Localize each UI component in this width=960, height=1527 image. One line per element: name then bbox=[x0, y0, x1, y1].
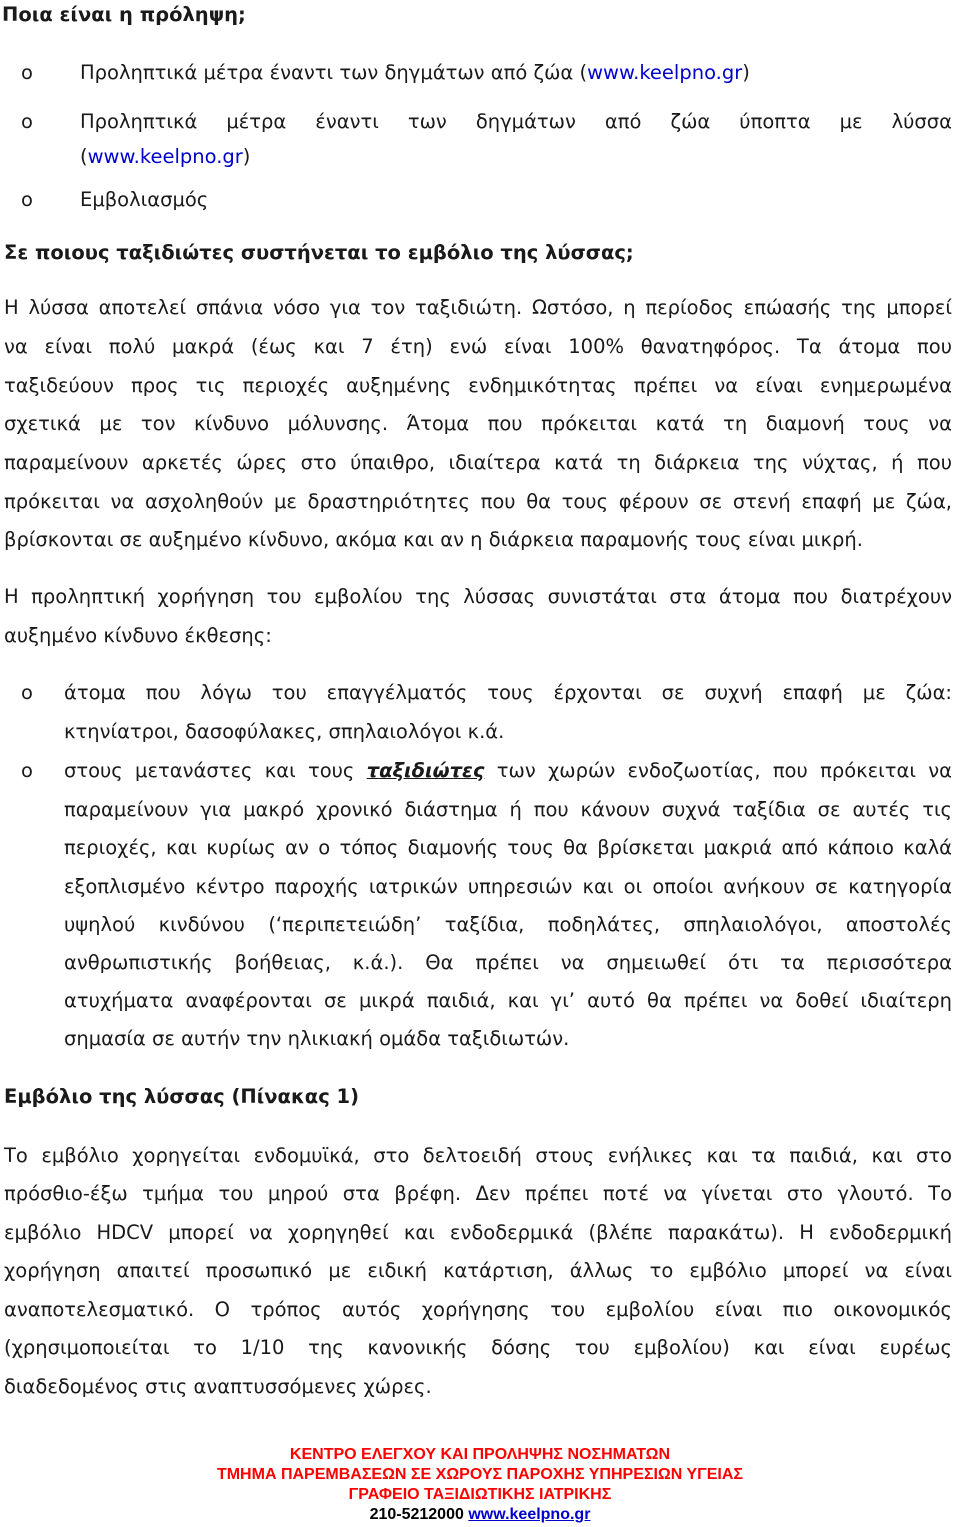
bullet-text: ) bbox=[742, 61, 750, 84]
para3-line: διαδεδομένος στις αναπτυσσόμενες χώρες. bbox=[4, 1375, 432, 1398]
para1-line: να είναι πολύ μακρά (έως και 7 έτη) ενώ είναι 100% θανατηφόρος. Τα άτομα που bbox=[4, 335, 952, 358]
footer-office: ΓΡΑΦΕΙΟ ΤΑΞΙΔΙΩΤΙΚΗΣ ΙΑΤΡΙΚΗΣ bbox=[348, 1486, 612, 1503]
para1-line: βρίσκονται σε αυξημένο κίνδυνο, ακόμα και αν η διάρκεια παραμονής τους είναι μικρή. bbox=[4, 528, 863, 551]
footer-contact bbox=[0, 1505, 960, 1525]
para2-line: Η προληπτική χορήγηση του εμβολίου της λύσσας συνιστάται στα άτομα που διατρέχουν bbox=[4, 585, 952, 608]
para1-line: σχετικά με τον κίνδυνο μόλυνσης. Άτομα που πρόκειται κατά τη διαμονή τους να bbox=[4, 412, 952, 435]
bullet-item-vaccination: Εμβολιασμός bbox=[80, 188, 209, 211]
bullet-item-animal-bites bbox=[80, 60, 750, 86]
bullet-mark: o bbox=[21, 61, 33, 84]
bullet-mark: o bbox=[21, 681, 33, 704]
para3-line: πρόσθιο-έξω τμήμα του μηρού στα βρέφη. Δεν πρέπει ποτέ να γίνεται στο γλουτό. Το bbox=[4, 1182, 952, 1205]
bullet-mark: o bbox=[21, 188, 33, 211]
para3-line: χορήγηση απαιτεί προσωπικό με ειδική κατάρτιση, άλλως το εμβόλιο μπορεί να είναι bbox=[4, 1259, 952, 1282]
footer-center-name: ΚΕΝΤΡΟ ΕΛΕΓΧΟΥ ΚΑΙ ΠΡΟΛΗΨΗΣ ΝΟΣΗΜΑΤΩΝ bbox=[289, 1446, 671, 1463]
risk-item2-line: εξοπλισμένο κέντρο παροχής ιατρικών υπηρεσιών και οι οποίοι ανήκουν σε κατηγορία bbox=[64, 875, 952, 898]
bullet-item-rabies-animals-cont bbox=[80, 144, 250, 170]
para1-line: Η λύσσα αποτελεί σπάνια νόσο για τον ταξιδιώτη. Ωστόσο, η περίοδος επώασής της μπορεί bbox=[4, 296, 952, 319]
para3-line: αναποτελεσματικό. Ο τρόπος αυτός χορήγησης του εμβολίου είναι πιο οικονομικός bbox=[4, 1298, 952, 1321]
bullet-text: Προληπτικά μέτρα έναντι των δηγμάτων από ζώα ( bbox=[80, 61, 588, 84]
risk-item1-line: κτηνίατροι, δασοφύλακες, σπηλαιολόγοι κ.ά. bbox=[64, 720, 505, 743]
travellers-emphasis: ταξιδιώτες bbox=[366, 759, 485, 782]
para3-line: εμβόλιο HDCV μπορεί να χορηγηθεί και ενδοδερμικά (βλέπε παρακάτω). Η ενδοδερμική bbox=[4, 1221, 952, 1244]
keelpno-link[interactable]: www.keelpno.gr bbox=[87, 145, 243, 168]
risk-item2-line: σημασία σε αυτήν την ηλικιακή ομάδα ταξιδιωτών. bbox=[64, 1027, 570, 1050]
para1-line: πρόκειται να ασχοληθούν με δραστηριότητες που θα τους φέρουν σε στενή επαφή με ζώα, bbox=[4, 490, 952, 513]
risk-item2-text: στους μετανάστες και τους bbox=[64, 759, 367, 782]
risk-item2-line: παραμείνουν για μακρό χρονικό διάστημα ή που κάνουν συχνά ταξίδια σε αυτές τις bbox=[64, 798, 952, 821]
heading-travellers: Σε ποιους ταξιδιώτες συστήνεται το εμβόλιο της λύσσας; bbox=[4, 241, 634, 264]
risk-item2-line: ατυχήματα αναφέρονται σε μικρά παιδιά, και γι’ αυτό θα πρέπει να δοθεί ιδιαίτερη bbox=[64, 989, 952, 1012]
para2-line: αυξημένο κίνδυνο έκθεσης: bbox=[4, 624, 272, 647]
para3-line: Το εμβόλιο χορηγείται ενδομυϊκά, στο δελτοειδή στους ενήλικες και τα παιδιά, και στο bbox=[4, 1144, 952, 1167]
risk-item2-text: των χωρών ενδοζωοτίας, που πρόκειται να bbox=[484, 759, 952, 782]
footer-department: ΤΜΗΜΑ ΠΑΡΕΜΒΑΣΕΩΝ ΣΕ ΧΩΡΟΥΣ ΠΑΡΟΧΗΣ ΥΠΗΡΕΣΙΩΝ ΥΓΕΙΑΣ bbox=[216, 1466, 744, 1483]
risk-item2-line: ανθρωπιστικής βοήθειας, κ.ά.). Θα πρέπει να σημειωθεί ότι τα περισσότερα bbox=[64, 951, 952, 974]
bullet-mark: o bbox=[21, 759, 33, 782]
footer-website-link[interactable]: www.keelpno.gr bbox=[468, 1506, 591, 1523]
para3-line: (χρησιμοποιείται το 1/10 της κανονικής δόσης του εμβολίου) και είναι ευρέως bbox=[4, 1336, 952, 1359]
bullet-text: ( bbox=[80, 145, 88, 168]
heading-prevention: Ποια είναι η πρόληψη; bbox=[2, 3, 246, 26]
bullet-text: ) bbox=[242, 145, 251, 168]
bullet-item-rabies-animals: Προληπτικά μέτρα έναντι των δηγμάτων από ζώα ύποπτα με λύσσα bbox=[80, 110, 952, 133]
para1-line: ταξιδεύουν προς τις περιοχές αυξημένης ενδημικότητας πρέπει να είναι ενημερωμένα bbox=[4, 374, 952, 397]
risk-item2-line: υψηλού κινδύνου (‘περιπετειώδη’ ταξίδια, ποδηλάτες, σπηλαιολόγοι, αποστολές bbox=[64, 913, 952, 936]
heading-vaccine: Εμβόλιο της λύσσας (Πίνακας 1) bbox=[4, 1085, 360, 1108]
risk-item1-line: άτομα που λόγω του επαγγέλματός τους έρχονται σε συχνή επαφή με ζώα: bbox=[64, 681, 952, 704]
risk-item2-line bbox=[64, 758, 952, 784]
keelpno-link[interactable]: www.keelpno.gr bbox=[587, 61, 743, 84]
risk-item2-line: περιοχές, και κυρίως αν ο τόπος διαμονής τους θα βρίσκεται μακριά από κάποιο καλά bbox=[64, 836, 952, 859]
para1-line: παραμείνουν αρκετές ώρες στο ύπαιθρο, ιδιαίτερα κατά τη διάρκεια της νύχτας, ή που bbox=[4, 451, 952, 474]
bullet-mark: o bbox=[21, 110, 33, 133]
footer-phone: 210-5212000 bbox=[369, 1506, 464, 1523]
